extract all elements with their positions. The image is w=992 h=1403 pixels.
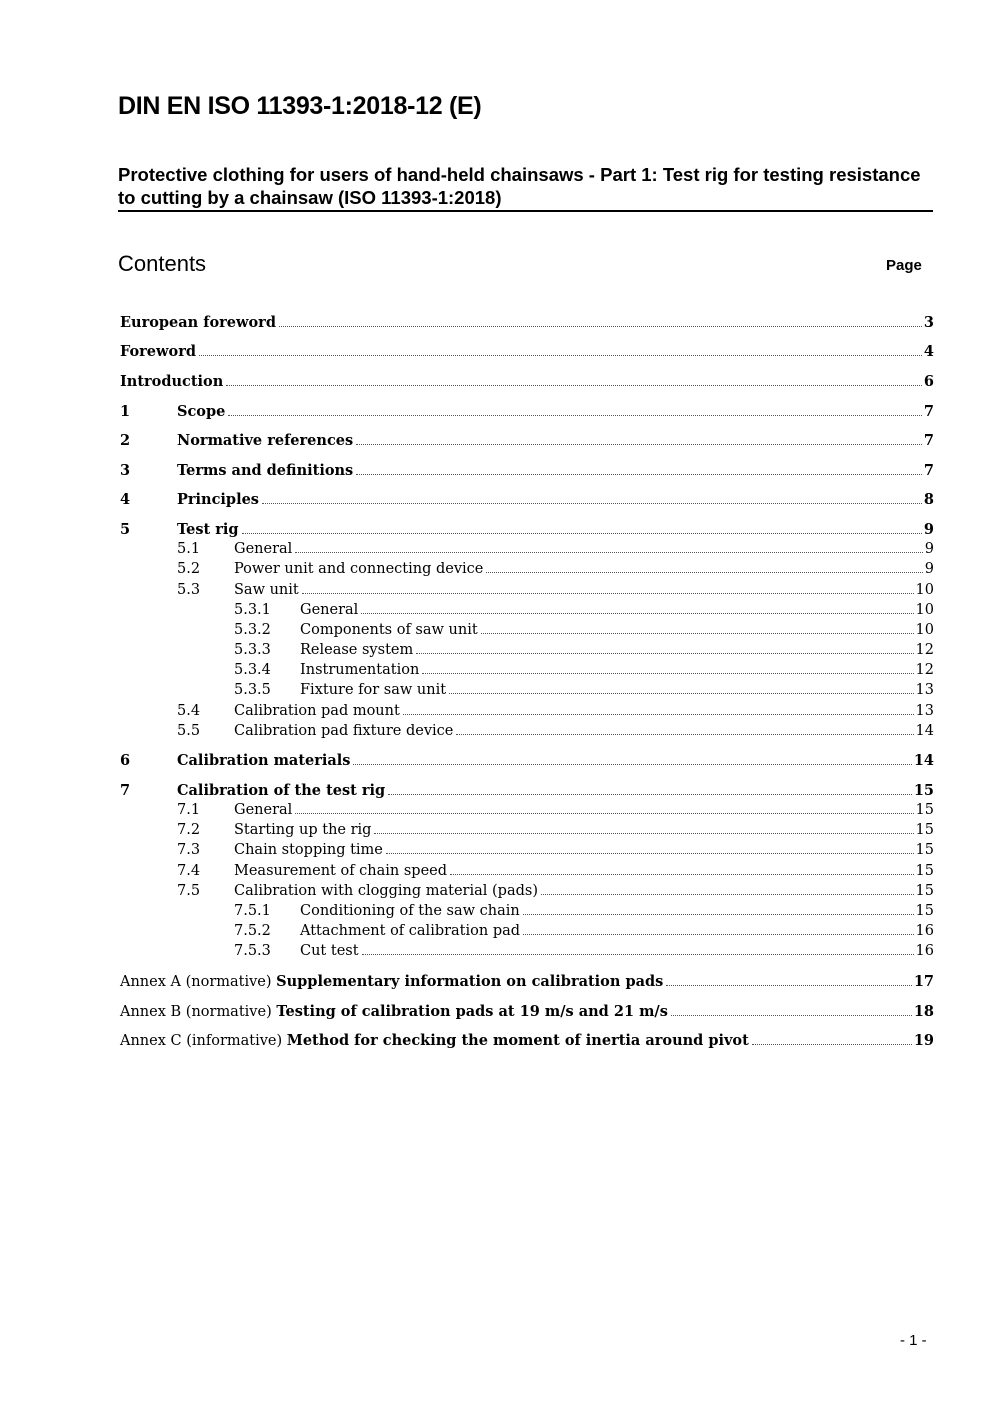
toc-entry-title: Power unit and connecting device [234,561,484,577]
toc-entry[interactable] [120,521,934,541]
toc-entry-number: 7.4 [177,863,201,879]
toc-entry-title: General [234,802,293,818]
toc-entry-title: Annex B (normative) Testing of calibration pads at 19 m/s and 21 m/s [120,1003,668,1020]
toc-entry-title: Components of saw unit [300,622,478,638]
toc-entry-number: 5.4 [177,703,201,719]
toc-entry-title: Calibration materials [177,752,351,769]
toc-entry[interactable] [234,903,934,923]
toc-leader-dots [416,653,913,654]
toc-entry-page-number: 16 [915,943,934,959]
toc-entry-page-number: 19 [913,1032,934,1049]
page-number-footer: - 1 - [900,1332,927,1349]
toc-entry-title: Chain stopping time [234,842,383,858]
toc-entry[interactable] [234,602,934,622]
toc-entry[interactable] [177,802,934,822]
toc-entry-title: Foreword [120,343,196,360]
toc-entry-title: Terms and definitions [177,462,354,479]
toc-leader-dots [226,385,922,386]
toc-leader-dots [523,914,914,915]
toc-entry[interactable] [177,883,934,903]
toc-entry-title: Calibration pad fixture device [234,723,454,739]
toc-entry[interactable] [120,1032,934,1052]
toc-entry[interactable] [234,943,934,963]
toc-entry-title: Measurement of chain speed [234,863,448,879]
toc-entry-title: Test rig [177,521,239,538]
toc-leader-dots [361,613,913,614]
toc-leader-dots [302,593,914,594]
toc-entry[interactable] [120,1003,934,1023]
toc-entry[interactable] [120,973,934,993]
toc-entry-number: 7.1 [177,802,201,818]
toc-leader-dots [228,415,922,416]
toc-entry-page-number: 7 [923,432,934,449]
toc-entry-page-number: 6 [923,373,934,390]
toc-leader-dots [295,813,913,814]
toc-entry-page-number: 3 [923,314,934,331]
toc-entry-page-number: 14 [915,723,934,739]
toc-entry[interactable] [234,682,934,702]
toc-entry-page-number: 9 [924,561,934,577]
toc-entry-title: General [234,541,293,557]
toc-leader-dots [356,444,922,445]
toc-entry-title: Annex A (normative) Supplementary information on calibration pads [120,973,664,990]
toc-leader-dots [449,693,913,694]
toc-entry-page-number: 13 [915,682,934,698]
toc-leader-dots [422,673,913,674]
toc-entry[interactable] [177,863,934,883]
toc-entry-number: 7.5 [177,883,201,899]
toc-entry[interactable] [177,703,934,723]
toc-entry[interactable] [120,462,934,482]
page-column-heading: Page [886,257,922,274]
toc-entry-page-number: 13 [915,703,934,719]
toc-entry-title: European foreword [120,314,276,331]
toc-entry-title: Release system [300,642,414,658]
toc-leader-dots [456,734,913,735]
toc-entry[interactable] [120,403,934,423]
toc-entry-title: Scope [177,403,226,420]
contents-heading: Contents [118,251,207,276]
toc-leader-dots [295,552,922,553]
toc-entry[interactable] [234,662,934,682]
toc-entry-page-number: 10 [915,602,934,618]
toc-entry-page-number: 15 [915,802,934,818]
toc-entry[interactable] [177,842,934,862]
toc-entry-page-number: 17 [913,973,934,990]
document-subtitle: Protective clothing for users of hand-held chainsaws - Part 1: Test rig for testing resistance to cutting by a chainsaw (ISO 11393-1:2018) [118,163,933,212]
toc-entry-title: Normative references [177,432,354,449]
toc-entry-number: 5.1 [177,541,201,557]
toc-entry-page-number: 4 [923,343,934,360]
toc-entry-title: Annex C (informative) Method for checking the moment of inertia around pivot [120,1032,749,1049]
toc-entry-number: 7.5.2 [234,923,271,939]
toc-entry-page-number: 7 [923,403,934,420]
toc-entry-title: Starting up the rig [234,822,372,838]
toc-entry-number: 5.3.3 [234,642,271,658]
toc-leader-dots [242,533,922,534]
toc-entry-page-number: 18 [913,1003,934,1020]
toc-leader-dots [450,874,914,875]
toc-entry-number: 5.2 [177,561,201,577]
toc-entry[interactable] [120,314,934,334]
toc-entry[interactable] [177,541,934,561]
toc-entry-number: 7.2 [177,822,201,838]
toc-entry-page-number: 12 [915,662,934,678]
toc-entry-number: 3 [120,462,131,479]
toc-leader-dots [356,474,922,475]
toc-leader-dots [523,934,914,935]
toc-entry-title: Saw unit [234,582,299,598]
toc-entry-number: 7.5.3 [234,943,271,959]
toc-entry-page-number: 14 [913,752,934,769]
toc-entry-number: 1 [120,403,131,420]
toc-leader-dots [388,794,912,795]
toc-entry-page-number: 15 [913,782,934,799]
toc-entry-number: 6 [120,752,131,769]
toc-leader-dots [262,503,922,504]
toc-entry-number: 2 [120,432,131,449]
toc-entry[interactable] [120,432,934,452]
toc-leader-dots [671,1015,912,1016]
toc-entry-number: 5.3.2 [234,622,271,638]
toc-entry[interactable] [120,491,934,511]
toc-entry-title: Instrumentation [300,662,420,678]
toc-entry-number: 5.3.4 [234,662,271,678]
toc-entry[interactable] [177,822,934,842]
toc-entry-page-number: 7 [923,462,934,479]
toc-entry-number: 5.3.5 [234,682,271,698]
toc-entry[interactable] [234,923,934,943]
toc-entry-page-number: 9 [924,541,934,557]
toc-leader-dots [403,714,914,715]
toc-entry-title: Principles [177,491,259,508]
toc-entry[interactable] [234,622,934,642]
toc-leader-dots [362,954,914,955]
toc-entry-number: 7.5.1 [234,903,271,919]
toc-entry[interactable] [177,561,934,581]
toc-entry-number: 7.3 [177,842,201,858]
toc-entry[interactable] [120,752,934,772]
toc-entry-page-number: 12 [915,642,934,658]
toc-leader-dots [752,1044,912,1045]
toc-entry[interactable] [120,782,934,802]
toc-leader-dots [199,355,922,356]
toc-entry-number: 4 [120,491,131,508]
toc-leader-dots [353,764,911,765]
toc-leader-dots [666,985,912,986]
toc-entry-title: Calibration pad mount [234,703,400,719]
toc-entry-title: Fixture for saw unit [300,682,447,698]
toc-entry-page-number: 15 [915,883,934,899]
toc-entry-title: Attachment of calibration pad [300,923,521,939]
toc-entry-number: 5.3 [177,582,201,598]
toc-entry-page-number: 10 [915,582,934,598]
toc-entry-page-number: 16 [915,923,934,939]
toc-entry[interactable] [177,582,934,602]
toc-entry-number: 5 [120,521,131,538]
toc-leader-dots [481,633,914,634]
toc-leader-dots [374,833,913,834]
toc-entry-title: General [300,602,359,618]
toc-leader-dots [486,572,922,573]
toc-entry-number: 5.5 [177,723,201,739]
toc-leader-dots [386,853,914,854]
toc-entry-page-number: 15 [915,822,934,838]
toc-entry[interactable] [120,373,934,393]
toc-entry-page-number: 15 [915,842,934,858]
toc-entry[interactable] [120,343,934,363]
toc-entry[interactable] [177,723,934,743]
toc-entry-title: Calibration of the test rig [177,782,386,799]
toc-entry-title: Conditioning of the saw chain [300,903,520,919]
toc-entry-page-number: 9 [923,521,934,538]
document-title: DIN EN ISO 11393-1:2018-12 (E) [118,92,482,120]
toc-entry-title: Introduction [120,373,224,390]
toc-entry-page-number: 10 [915,622,934,638]
toc-entry-page-number: 8 [923,491,934,508]
toc-entry-number: 5.3.1 [234,602,271,618]
toc-entry-title: Calibration with clogging material (pads) [234,883,538,899]
toc-entry-number: 7 [120,782,131,799]
toc-leader-dots [541,894,914,895]
toc-entry-page-number: 15 [915,863,934,879]
toc-entry-page-number: 15 [915,903,934,919]
toc-leader-dots [279,326,922,327]
toc-entry-title: Cut test [300,943,359,959]
toc-entry[interactable] [234,642,934,662]
